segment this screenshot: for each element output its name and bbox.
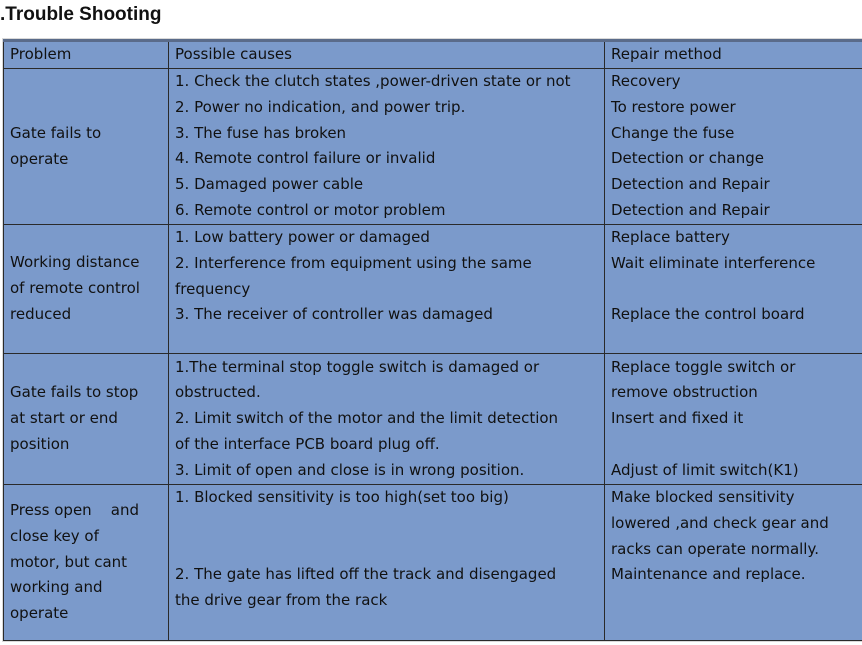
- cause-line: 1.The terminal stop toggle switch is damaged or: [175, 357, 540, 376]
- repair-line: Detection and Repair: [611, 200, 770, 219]
- table-row: [4, 354, 862, 485]
- repair-line: Maintenance and replace.: [611, 565, 806, 584]
- causes-cell: [169, 354, 605, 485]
- repair-line: Replace toggle switch or: [611, 357, 796, 376]
- cause-line: [175, 537, 598, 563]
- causes-cell: [169, 225, 605, 354]
- problem-line: Gate fails to stop: [10, 383, 139, 402]
- repair-cell: [605, 225, 862, 354]
- repair-line: Wait eliminate interference: [611, 253, 816, 272]
- repair-line: Recovery: [611, 72, 681, 90]
- repair-line: [611, 588, 856, 614]
- problem-line: motor, but cant: [10, 552, 128, 571]
- cause-line: [175, 511, 598, 537]
- repair-line: To restore power: [611, 97, 736, 116]
- header-problem: Problem: [4, 41, 169, 69]
- cause-line: 2. Power no indication, and power trip.: [175, 97, 466, 116]
- repair-line: [611, 277, 856, 303]
- cause-line: 3. The receiver of controller was damaged: [175, 305, 493, 324]
- cause-line: 3. The fuse has broken: [175, 123, 347, 142]
- repair-line: Make blocked sensitivity: [611, 488, 795, 506]
- cause-line: 5. Damaged power cable: [175, 175, 364, 194]
- table-row: [4, 225, 862, 354]
- repair-line: lowered ,and check gear and: [611, 513, 829, 532]
- repair-line: Insert and fixed it: [611, 409, 744, 428]
- table-row: [4, 485, 862, 641]
- cause-line: 1. Blocked sensitivity is too high(set too big): [175, 488, 509, 506]
- cause-line: 3. Limit of open and close is in wrong position.: [175, 460, 525, 479]
- repair-line: Detection and Repair: [611, 175, 770, 194]
- cause-line: 1. Check the clutch states ,power-driven state or not: [175, 72, 571, 90]
- problem-line: Working distance: [10, 253, 140, 272]
- cause-line: the drive gear from the rack: [175, 591, 388, 610]
- header-repair: Repair method: [605, 41, 862, 69]
- repair-cell: [605, 354, 862, 485]
- causes-cell: [169, 485, 605, 641]
- problem-line: Gate fails to: [10, 123, 102, 142]
- problem-cell: [4, 354, 169, 485]
- problem-line: position: [10, 434, 70, 453]
- cause-line: 2. Limit switch of the motor and the limit detection: [175, 409, 559, 428]
- problem-line: Press open and: [10, 501, 139, 519]
- problem-line: working and: [10, 578, 103, 597]
- problem-line: operate: [10, 149, 69, 168]
- problem-line: of remote control: [10, 279, 140, 298]
- cause-line: 6. Remote control or motor problem: [175, 200, 446, 219]
- repair-line: Change the fuse: [611, 123, 735, 142]
- repair-cell: [605, 69, 862, 225]
- repair-line: remove obstruction: [611, 383, 758, 402]
- repair-cell: [605, 485, 862, 641]
- problem-line: at start or end: [10, 409, 118, 428]
- repair-line: racks can operate normally.: [611, 539, 819, 558]
- cause-line: 2. The gate has lifted off the track and disengaged: [175, 565, 557, 584]
- page-title: .Trouble Shooting: [0, 4, 162, 25]
- header-causes: Possible causes: [169, 41, 605, 69]
- problem-cell: [4, 225, 169, 354]
- repair-line: Detection or change: [611, 149, 764, 168]
- repair-line: Replace battery: [611, 228, 730, 246]
- causes-cell: [169, 69, 605, 225]
- repair-line: Adjust of limit switch(K1): [611, 460, 799, 479]
- problem-line: operate: [10, 604, 69, 623]
- repair-line: [611, 432, 856, 458]
- problem-cell: [4, 69, 169, 225]
- problem-cell: [4, 485, 169, 641]
- cause-line: 4. Remote control failure or invalid: [175, 149, 436, 168]
- table-row: [4, 69, 862, 225]
- problem-line: close key of: [10, 526, 99, 545]
- cause-line: of the interface PCB board plug off.: [175, 434, 440, 453]
- cause-line: 1. Low battery power or damaged: [175, 228, 430, 246]
- problem-line: reduced: [10, 304, 72, 323]
- trouble-shooting-table: [3, 39, 862, 641]
- cause-line: frequency: [175, 279, 251, 298]
- table-header-row: [4, 41, 862, 69]
- cause-line: obstructed.: [175, 383, 261, 402]
- repair-line: Replace the control board: [611, 305, 805, 324]
- cause-line: 2. Interference from equipment using the same: [175, 253, 532, 272]
